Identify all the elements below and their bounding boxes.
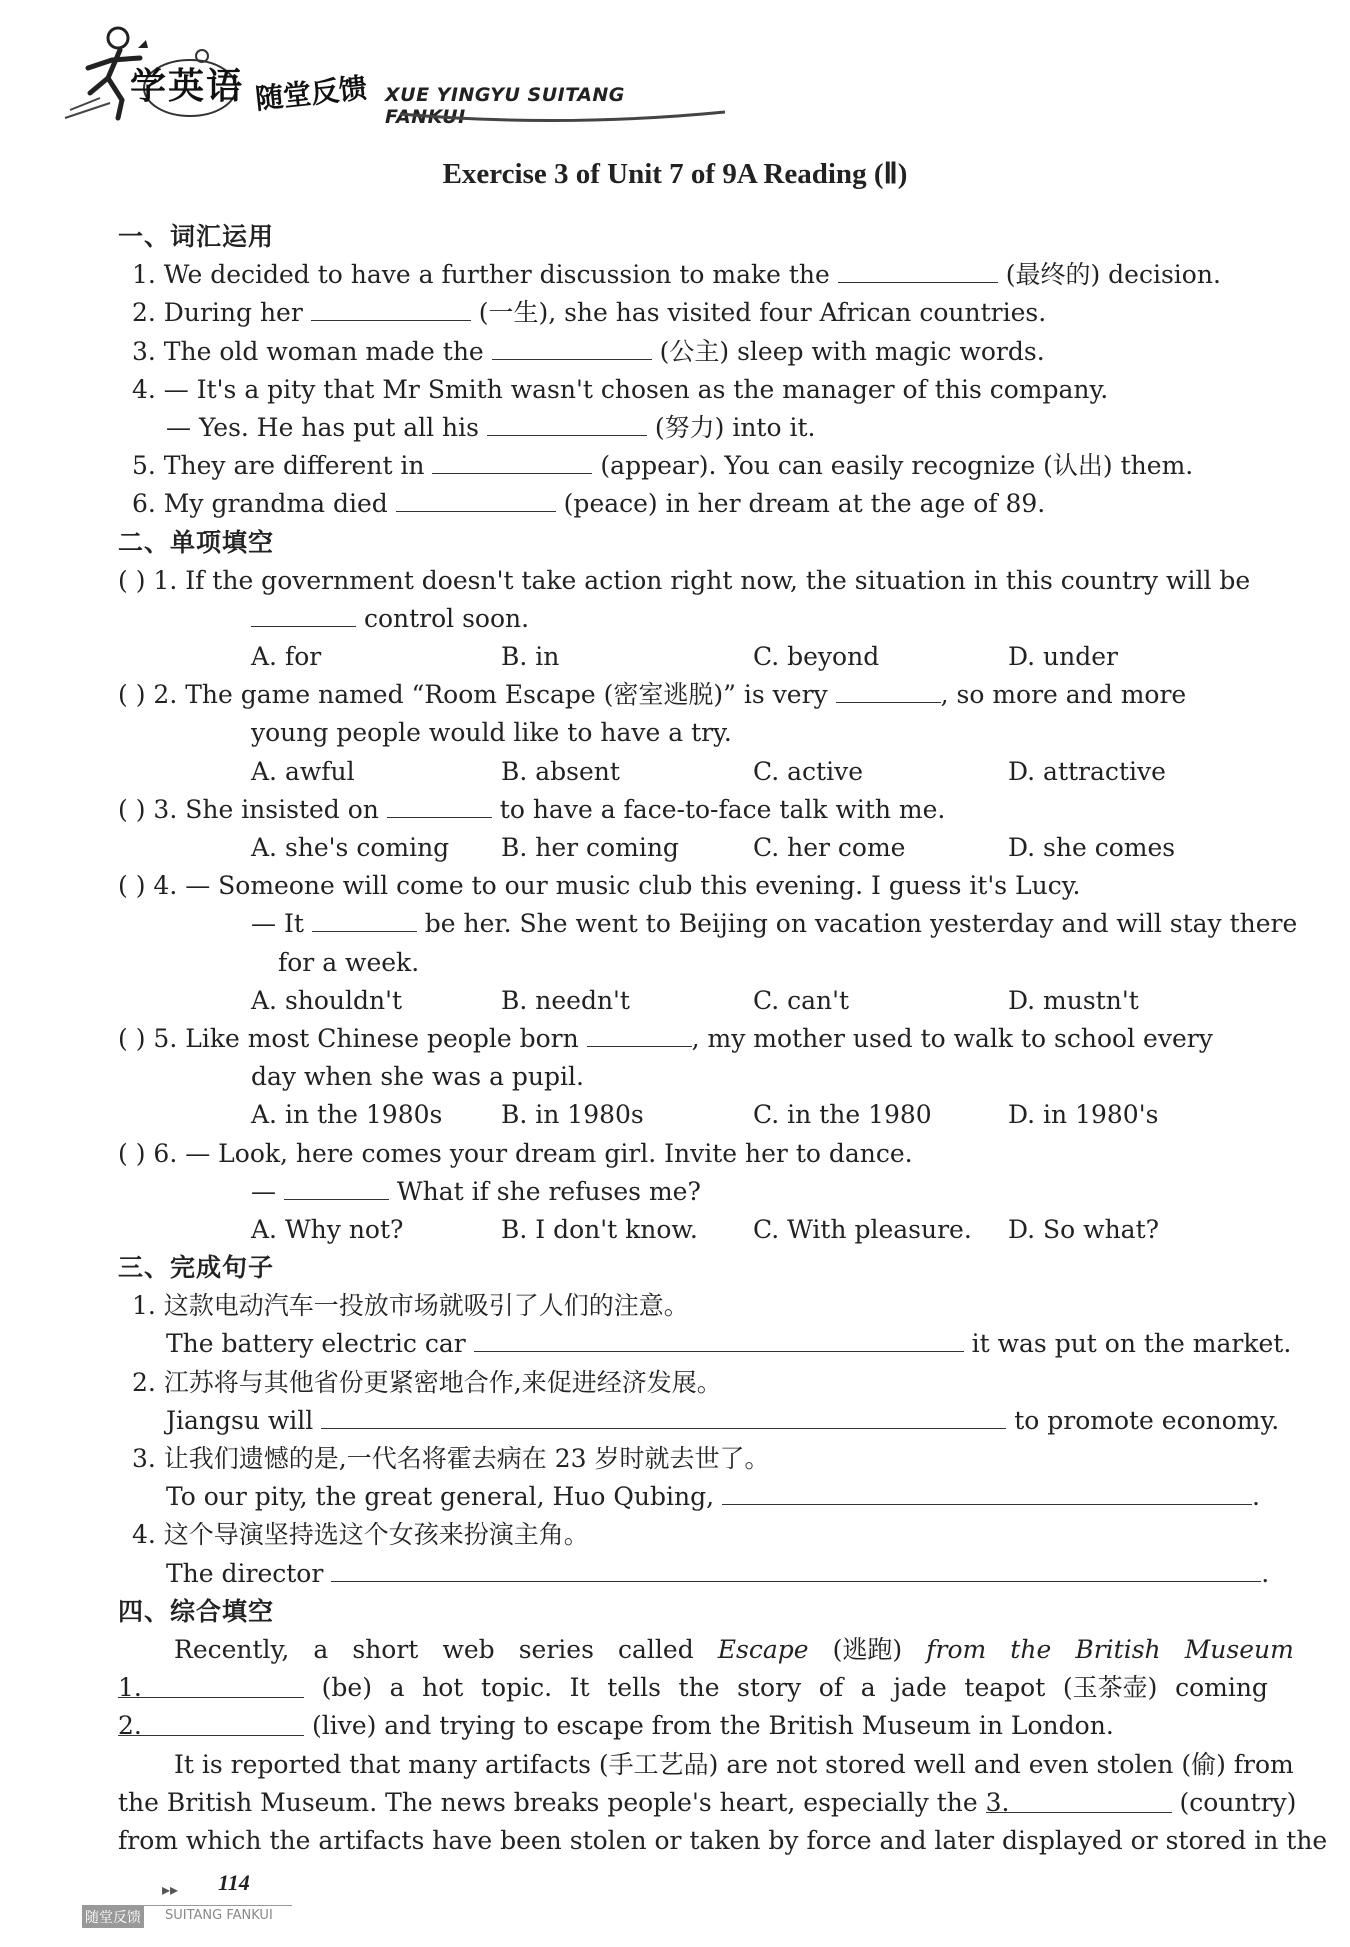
mc-question-2-cont [118, 714, 1268, 752]
vocab-question-1 [118, 256, 1268, 294]
answer-blank [836, 678, 941, 703]
option-b[interactable]: B. in [501, 642, 560, 672]
cloze-word: from [926, 1634, 987, 1664]
cloze-blank-3[interactable] [985, 1784, 1172, 1817]
exercise-title: Exercise 3 of Unit 7 of 9A Reading (Ⅱ) [442, 158, 908, 190]
book-subtitle: 随堂反馈 [253, 71, 369, 116]
cloze-word: coming [1175, 1673, 1268, 1703]
sentence-3-english [118, 1478, 1268, 1516]
question-text: 1. If the government doesn't take action right now, the situation in this country will be [153, 565, 1251, 595]
question-text: for a week. [278, 947, 420, 977]
answer-paren[interactable]: ( ) [118, 1138, 146, 1168]
option-a[interactable]: A. for [251, 642, 322, 672]
option-d[interactable]: D. under [1008, 642, 1118, 672]
cloze-word: topic. [480, 1673, 553, 1703]
question-text: 1. We decided to have a further discussion to make the [132, 260, 838, 290]
question-text: (努力) into it. [646, 412, 816, 442]
answer-paren[interactable]: ( ) [118, 1023, 146, 1053]
cloze-word: called [618, 1634, 694, 1664]
mc-question-4-cont [118, 944, 1268, 982]
mc-question-2 [118, 676, 1268, 714]
cloze-word: a [860, 1673, 876, 1703]
cloze-word: (逃跑) [832, 1634, 903, 1664]
option-d[interactable]: D. mustn't [1008, 985, 1139, 1015]
cloze-word: Museum [1184, 1634, 1294, 1664]
question-text: (peace) in her dream at the age of 89. [555, 489, 1046, 519]
cloze-word: of [818, 1673, 844, 1703]
option-c[interactable]: C. With pleasure. [753, 1214, 972, 1244]
answer-blank[interactable] [474, 1327, 964, 1352]
cloze-line-6 [118, 1822, 1328, 1860]
question-text: (最终的) decision. [997, 260, 1221, 290]
question-text: 5. Like most Chinese people born [153, 1023, 587, 1053]
answer-blank[interactable] [432, 449, 592, 474]
page-number: 114 [218, 1870, 250, 1895]
option-c[interactable]: C. can't [753, 985, 850, 1015]
cloze-blank-2[interactable] [118, 1707, 304, 1741]
answer-blank [284, 1175, 389, 1200]
answer-paren[interactable]: ( ) [118, 565, 146, 595]
mc-question-1-cont [118, 600, 1268, 638]
cloze-word: the [1010, 1634, 1052, 1664]
answer-blank[interactable] [331, 1557, 1261, 1582]
option-c[interactable]: C. active [753, 756, 863, 786]
cloze-text: from which the artifacts have been stolen or taken by force and later displayed or stored in the [118, 1825, 1328, 1855]
option-b[interactable]: B. her coming [501, 833, 679, 862]
sentence-4-chinese: 4. 这个导演坚持选这个女孩来扮演主角。 [132, 1520, 589, 1550]
sentence-text: The battery electric car [166, 1329, 474, 1359]
mc-options-3 [118, 829, 1268, 867]
mc-question-1 [118, 562, 1268, 600]
cloze-word: short [352, 1634, 419, 1664]
question-text: — It [251, 909, 312, 939]
cloze-blank-1[interactable] [118, 1669, 304, 1703]
answer-blank[interactable] [321, 1404, 1006, 1429]
cloze-word: British [1075, 1634, 1161, 1664]
question-text: 3. The old woman made the [132, 336, 492, 366]
option-c[interactable]: C. beyond [753, 642, 880, 672]
cloze-line-2 [118, 1669, 1268, 1707]
option-a[interactable]: A. awful [251, 756, 355, 786]
option-a[interactable]: A. Why not? [251, 1214, 404, 1244]
sentence-text: Jiangsu will [166, 1405, 322, 1435]
cloze-text: the British Museum. The news breaks people's heart, especially the [118, 1787, 986, 1817]
mc-options-5 [118, 1096, 1268, 1134]
question-text: 4. — Someone will come to our music club this evening. I guess it's Lucy. [153, 871, 1081, 901]
sentence-2-chinese: 2. 江苏将与其他省份更紧密地合作,来促进经济发展。 [132, 1367, 722, 1397]
option-d[interactable]: D. she comes [1008, 833, 1176, 862]
answer-blank [387, 793, 492, 818]
section-heading-cloze: 四、综合填空 [118, 1596, 275, 1626]
option-a[interactable]: A. she's coming [251, 833, 450, 862]
blank-number: 3. [985, 1787, 1010, 1817]
answer-blank[interactable] [487, 411, 647, 436]
option-d[interactable]: D. attractive [1008, 756, 1166, 786]
option-b[interactable]: B. I don't know. [501, 1214, 698, 1244]
mc-question-3 [118, 791, 1268, 829]
sentence-3-chinese: 3. 让我们遗憾的是,一代名将霍去病在 23 岁时就去世了。 [132, 1444, 770, 1473]
cloze-word: Escape [717, 1634, 809, 1664]
option-b[interactable]: B. absent [501, 756, 620, 786]
vocab-question-4 [118, 371, 1268, 409]
cloze-word: jade [893, 1673, 947, 1703]
section-heading-complete-sentences: 三、完成句子 [118, 1253, 275, 1283]
section-heading-multiple-choice: 二、单项填空 [118, 527, 275, 557]
cloze-word: Recently, [174, 1634, 290, 1664]
question-text: young people would like to have a try. [251, 718, 732, 748]
vocab-question-2 [118, 294, 1268, 332]
book-title: 学英语 [130, 66, 245, 107]
answer-paren[interactable]: ( ) [118, 871, 146, 901]
cloze-word: hot [422, 1673, 464, 1703]
mc-question-5-cont [118, 1058, 1268, 1096]
answer-blank[interactable] [311, 296, 471, 321]
sentence-text: to promote economy. [1006, 1405, 1280, 1435]
cloze-line-3 [118, 1707, 1268, 1745]
question-text: 6. — Look, here comes your dream girl. Invite her to dance. [153, 1138, 913, 1168]
answer-blank[interactable] [492, 335, 652, 360]
sentence-text: The director [166, 1558, 332, 1588]
mc-options-1 [118, 638, 1268, 676]
cloze-word: teapot [964, 1673, 1046, 1703]
question-text: — Yes. He has put all his [166, 412, 487, 442]
cloze-text: (country) [1171, 1787, 1297, 1817]
option-d[interactable]: D. in 1980's [1008, 1100, 1159, 1130]
question-text: control soon. [356, 603, 530, 633]
question-text: 2. During her [132, 298, 311, 328]
footer-arrow-icon: ▸▸ [162, 1880, 179, 1899]
option-c[interactable]: C. in the 1980 [753, 1100, 932, 1130]
question-text: be her. She went to Beijing on vacation yesterday and will stay there [416, 909, 1298, 939]
sentence-text: . [1252, 1482, 1260, 1512]
question-text: , my mother used to walk to school every [691, 1023, 1213, 1053]
cloze-word: a [389, 1673, 405, 1703]
cloze-word: tells [607, 1673, 661, 1703]
sentence-2-english [118, 1402, 1280, 1440]
question-text: 3. She insisted on [153, 794, 387, 824]
cloze-word: (玉茶壶) [1062, 1673, 1158, 1703]
question-text: 2. The game named “Room Escape (密室逃脱)” is very [153, 680, 836, 710]
sentence-text: To our pity, the great general, Huo Qubing, [166, 1482, 722, 1512]
cloze-line-5 [118, 1784, 1297, 1822]
answer-blank [312, 907, 417, 932]
sentence-1-chinese: 1. 这款电动汽车一投放市场就吸引了人们的注意。 [132, 1291, 689, 1321]
option-a[interactable]: A. shouldn't [251, 985, 403, 1015]
sentence-text: . [1261, 1558, 1270, 1588]
section-heading-vocabulary: 一、词汇运用 [118, 222, 275, 251]
answer-paren[interactable]: ( ) [118, 794, 146, 824]
sentence-4-english [118, 1555, 1268, 1593]
cloze-word: It [569, 1673, 590, 1703]
answer-blank[interactable] [396, 487, 556, 512]
blank-number: 1. [118, 1673, 142, 1703]
question-text: (appear). You can easily recognize (认出) them. [592, 451, 1194, 481]
sentence-1-english [118, 1325, 1292, 1363]
answer-blank[interactable] [838, 258, 998, 283]
question-text: What if she refuses me? [388, 1176, 701, 1206]
worksheet-content [118, 218, 1328, 1860]
cloze-word: a [313, 1634, 329, 1664]
vocab-question-6 [118, 485, 1268, 523]
answer-blank [587, 1022, 692, 1047]
cloze-text: It is reported that many artifacts (手工艺品) are not stored well and even stolen (偷) from [174, 1749, 1294, 1779]
mc-question-6-reply [118, 1173, 1268, 1211]
mc-options-4 [118, 982, 1268, 1020]
mc-options-6 [118, 1211, 1268, 1249]
question-text: — [251, 1176, 284, 1206]
question-text: (公主) sleep with magic words. [651, 336, 1045, 366]
cloze-word: series [518, 1634, 594, 1664]
vocab-question-4-reply [118, 409, 1268, 447]
blank-number: 2. [118, 1711, 142, 1741]
option-c[interactable]: C. her come [753, 833, 906, 862]
footer-brand: 随堂反馈 [82, 1906, 144, 1928]
question-text: 6. My grandma died [132, 489, 396, 519]
question-text: 5. They are different in [132, 451, 433, 481]
answer-blank [251, 602, 356, 627]
book-pinyin: XUE YINGYU SUITANG FANKUI [385, 84, 625, 128]
question-text: , so more and more [940, 680, 1187, 710]
option-a[interactable]: A. in the 1980s [251, 1100, 443, 1130]
mc-question-4-reply [118, 905, 1298, 943]
option-b[interactable]: B. needn't [501, 985, 630, 1015]
cloze-word: web [442, 1634, 495, 1664]
cloze-line-4 [118, 1746, 1294, 1784]
question-text: (一生), she has visited four African countries. [470, 298, 1047, 328]
cloze-word: the [678, 1673, 720, 1703]
cloze-word: (be) [321, 1673, 372, 1703]
mc-options-2 [118, 753, 1268, 791]
book-header [60, 18, 680, 128]
footer-pinyin: SUITANG FANKUI [165, 1908, 273, 1923]
question-text: day when she was a pupil. [251, 1062, 584, 1092]
swoosh-line-icon [400, 106, 730, 128]
option-b[interactable]: B. in 1980s [501, 1100, 644, 1130]
answer-blank[interactable] [722, 1480, 1252, 1505]
answer-paren[interactable]: ( ) [118, 680, 146, 710]
option-d[interactable]: D. So what? [1008, 1214, 1160, 1244]
mc-question-4 [118, 867, 1268, 905]
cloze-text: (live) and trying to escape from the British Museum in London. [304, 1711, 1114, 1741]
cloze-line-1 [118, 1631, 1294, 1669]
cloze-word: story [737, 1673, 802, 1703]
vocab-question-3 [118, 333, 1268, 371]
mc-question-6 [118, 1135, 1268, 1173]
mc-question-5 [118, 1020, 1268, 1058]
vocab-question-5 [118, 447, 1268, 485]
question-text: 4. — It's a pity that Mr Smith wasn't chosen as the manager of this company. [132, 374, 1109, 404]
question-text: to have a face-to-face talk with me. [491, 794, 946, 824]
sentence-text: it was put on the market. [963, 1329, 1292, 1359]
